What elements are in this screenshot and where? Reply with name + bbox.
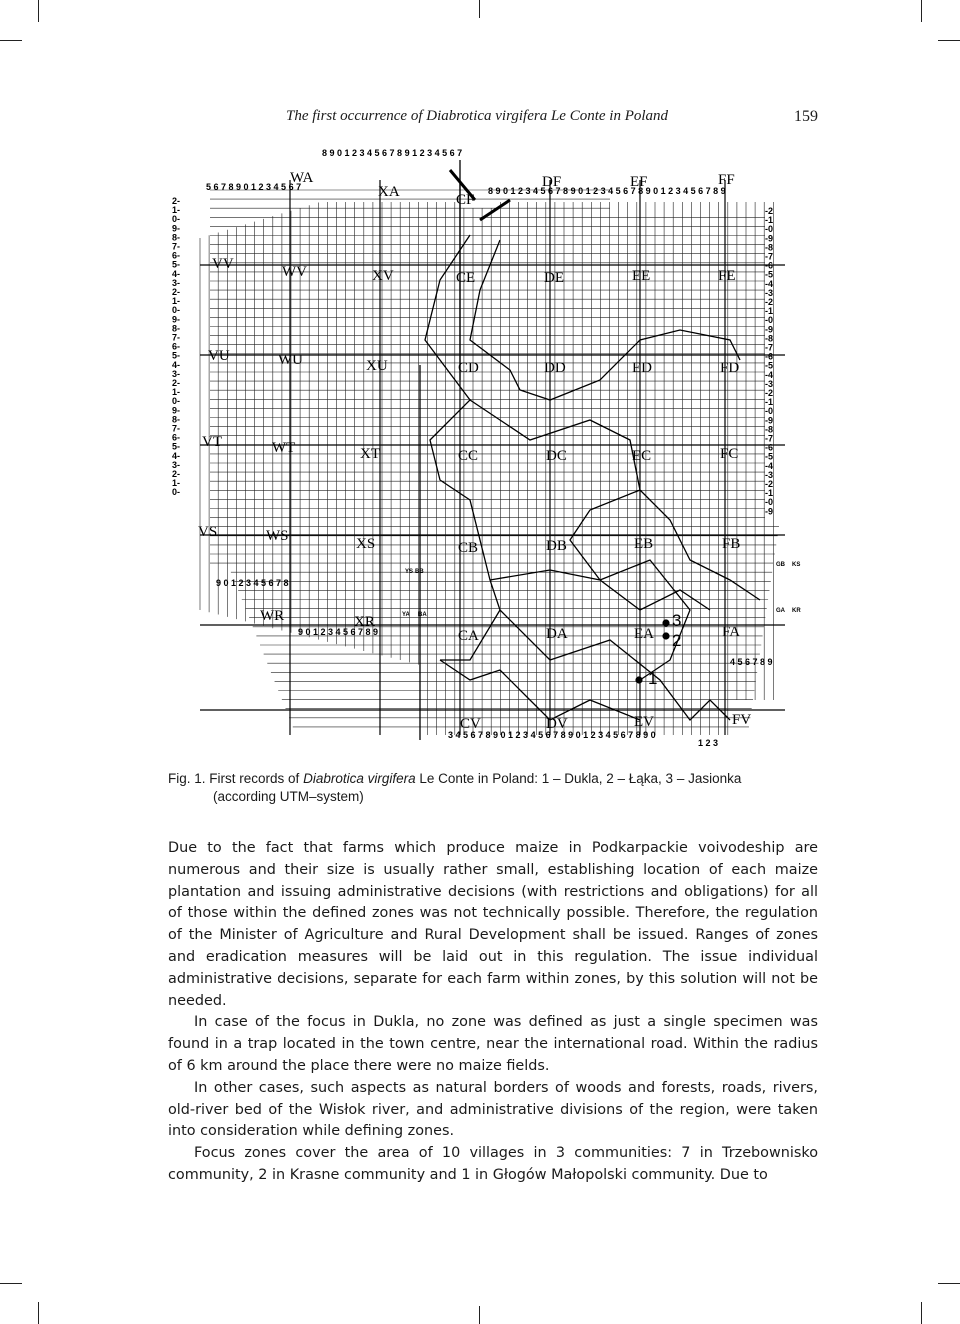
tick-label: -6 [765,260,774,271]
marker-1-label: 1 [648,669,658,688]
zone-fv-label: FV [732,712,752,728]
caption-text-after: Le Conte in Poland: 1 – Dukla, 2 – Łąka, 3 – Jasionka [419,771,742,786]
tick-label: 8- [172,232,181,243]
tick-label: 9- [172,314,181,325]
zone-wa-label: WA [290,170,314,186]
zone-eb-label: EB [634,536,654,552]
tick-label: -0 [765,497,774,508]
tick-label: 0- [172,214,181,225]
zone-ff-label: FF [718,172,735,188]
zone-vv-label: VV [212,256,234,272]
zone-ec-label: EC [632,448,652,464]
crop-mark [479,1306,480,1324]
tick-label: 7- [172,241,181,252]
small-zone-label: YS [405,569,414,575]
tick-label: -3 [765,287,774,298]
tick-label: -0 [765,315,774,326]
zone-cb-label: CB [458,540,479,556]
zone-wt-label: WT [272,440,296,456]
zone-vs-label: VS [198,524,218,540]
running-title: The first occurrence of Diabrotica virgifera Le Conte in Poland [286,108,669,124]
zone-vt-label: VT [202,434,222,450]
tick-label: 9- [172,223,181,234]
tick-label: 4- [172,359,181,370]
tick-label: -6 [765,442,774,453]
small-zone-label: YA [402,612,410,618]
crop-mark [0,1283,22,1284]
zone-xu-label: XU [366,358,388,374]
tick-label: 8- [172,414,181,425]
zone-wr-label: WR [260,608,285,624]
tick-row: 3 4 5 6 7 8 9 0 1 2 3 4 5 6 7 8 9 0 1 2 3 4 5 6 7 8 9 0 [448,730,656,740]
paragraph: In case of the focus in Dukla, no zone was defined as just a single specimen was found in a trap located in the town centre, near the international road. Within the radius of 6 km around the place there were no maize fields. [168,1014,818,1074]
caption-prefix: Fig. 1. [168,771,206,786]
utm-grid-map [170,140,820,755]
tick-label: 6- [172,432,181,443]
tick-label: -0 [765,224,774,235]
figure-caption [168,770,818,806]
zone-cf-label: CF [456,192,475,208]
zone-ca-label: CA [458,628,479,644]
marker-3-label: 3 [672,611,682,630]
zone-cv-label: CV [460,716,481,732]
tick-label: 8- [172,323,181,334]
tick-row: 9 0 1 2 3 4 5 6 7 8 9 [298,627,379,637]
zone-dd-label: DD [544,360,566,376]
tick-label: -1 [765,488,774,499]
zone-cc-label: CC [458,448,479,464]
zone-fb-label: FB [722,536,741,552]
tick-label: -5 [765,451,774,462]
tick-label: 4- [172,450,181,461]
tick-label: 6- [172,341,181,352]
border-line [490,570,710,610]
tick-label: 7- [172,332,181,343]
zone-da-label: DA [546,626,568,642]
tick-label: 1- [172,478,181,489]
tick-label: -9 [765,233,774,244]
small-zone-label: BA [418,612,427,618]
border-line [440,660,640,720]
small-zone-label: GA [776,608,785,614]
zone-dv-label: DV [546,716,568,732]
site-markers [635,611,681,688]
tick-label: 0- [172,487,181,498]
zone-ee-label: EE [632,268,651,284]
tick-label: -8 [765,333,774,344]
tick-label: 1- [172,296,181,307]
tick-label: 5- [172,350,181,361]
tick-row: 8 9 0 1 2 3 4 5 6 7 8 9 0 1 2 3 4 5 6 7 8 9 0 1 2 3 4 5 6 7 8 9 [488,186,726,196]
paragraph: Due to the fact that farms which produce maize in Podkarpackie voivodeship are numerous and their size is usually rather small, establishing location of each maize plantation and issuing administrative decisions (with restrictions and obligations) for all of those within the defined zones was not technically possible. Therefore, the regulation of the Minister of Agriculture and Rural Development shall be issued. Ranges of zones and eradication measures will be laid out in this regulation. The issue individual administrative decisions, separate for each farm within zones, by this solution will not be needed. [168,840,818,1009]
crop-mark [479,0,480,18]
page-number: 159 [794,108,818,125]
zone-ea-label: EA [634,626,654,642]
paragraph: Focus zones cover the area of 10 villages in 3 communities: 7 in Trzebownisko community, 2 in Krasne community and 1 in Głogów Małopolski community. Due to [168,1145,818,1183]
tick-label: -5 [765,360,774,371]
zone-xs-label: XS [356,536,376,552]
tick-label: 0- [172,396,181,407]
caption-text-before: First records of [209,771,300,786]
zone-xt-label: XT [360,446,380,462]
marker-3-dot [662,619,669,626]
tick-label: -3 [765,469,774,480]
tick-label: -2 [765,479,774,489]
tick-label: -7 [765,342,774,353]
tick-label: -2 [765,206,774,216]
tick-label: -4 [765,369,774,380]
small-zone-label: GB [776,562,785,568]
tick-row: 8 9 0 1 2 3 4 5 6 7 8 9 1 2 3 4 5 6 7 [322,148,463,158]
zone-fc-label: FC [720,446,739,462]
marker-2-dot [662,632,669,639]
tick-label: -8 [765,424,774,435]
zone-fd-label: FD [720,360,740,376]
small-zone-label: KR [792,608,801,614]
zone-de-label: DE [544,270,564,286]
tick-row: 5 6 7 8 9 0 1 2 3 4 5 6 7 [206,182,302,192]
tick-label: 3- [172,368,181,379]
tick-label: -4 [765,278,774,289]
zone-fa-label: FA [722,624,741,640]
tick-label: 2- [172,378,181,388]
zone-wu-label: WU [278,352,303,368]
tick-label: -1 [765,397,774,408]
caption-species: Diabrotica virgifera [303,771,416,786]
tick-label: -2 [765,297,774,307]
zone-cd-label: CD [458,360,479,376]
zone-ef-label: EF [630,174,648,190]
tick-label: -4 [765,460,774,471]
tick-label: 3- [172,459,181,470]
small-zone-label: BB [415,569,424,575]
marker-1-dot [635,676,642,683]
zone-xa-label: XA [378,184,400,200]
tick-label: -7 [765,251,774,262]
tick-label: -1 [765,215,774,226]
caption-line2: (according UTM–system) [213,789,364,804]
zone-vu-label: VU [208,348,230,364]
tick-label: 3- [172,277,181,288]
zone-dc-label: DC [546,448,567,464]
tick-label: -9 [765,415,774,426]
tick-label: 2- [172,287,181,297]
crop-mark [938,40,960,41]
small-zone-label: KS [792,562,801,568]
tick-label: -9 [765,324,774,335]
tick-row: 4 5 6 7 8 9 [730,657,773,667]
tick-label: -1 [765,306,774,317]
tick-label: 7- [172,423,181,434]
crop-mark [38,1302,39,1324]
marker-2-label: 2 [672,631,682,650]
tick-label: -7 [765,433,774,444]
crop-mark [938,1283,960,1284]
zone-fe-label: FE [718,268,736,284]
zone-ed-label: ED [632,360,652,376]
tick-label: 9- [172,405,181,416]
tick-label: 4- [172,268,181,279]
tick-label: -6 [765,351,774,362]
zone-ws-label: WS [266,528,289,544]
zone-xr-label: XR [354,614,375,630]
zone-labels [198,170,801,732]
tick-label: 2- [172,196,181,206]
crop-mark [38,0,39,22]
zone-xv-label: XV [372,268,394,284]
zone-df-label: DF [542,174,562,190]
tick-label: 5- [172,441,181,452]
tick-label: -2 [765,388,774,398]
border-line [470,240,740,400]
tick-label: 0- [172,305,181,316]
crop-mark [921,1302,922,1324]
tick-label: -3 [765,378,774,389]
tick-label: -5 [765,269,774,280]
tick-label: 1- [172,387,181,398]
tick-label: -8 [765,242,774,253]
body-text [168,838,818,1187]
crop-mark [0,40,22,41]
tick-label: 6- [172,250,181,261]
tick-row: 9 0 1 2 3 4 5 6 7 8 [216,578,289,588]
crop-mark [921,0,922,22]
zone-db-label: DB [546,538,567,554]
tick-row: 1 2 3 [698,738,719,748]
tick-label: -0 [765,406,774,417]
tick-label: -9 [765,506,774,517]
tick-label: 2- [172,469,181,479]
tick-label: 5- [172,259,181,270]
paragraph: In other cases, such aspects as natural borders of woods and forests, roads, rivers, old-river bed of the Wisłok river, and administrative divisions of the region, were taken into consideration while defining zones. [168,1079,818,1140]
zone-ce-label: CE [456,270,476,286]
zone-ev-label: EV [634,714,654,730]
tick-label: 1- [172,205,181,216]
zone-wv-label: WV [282,264,307,280]
